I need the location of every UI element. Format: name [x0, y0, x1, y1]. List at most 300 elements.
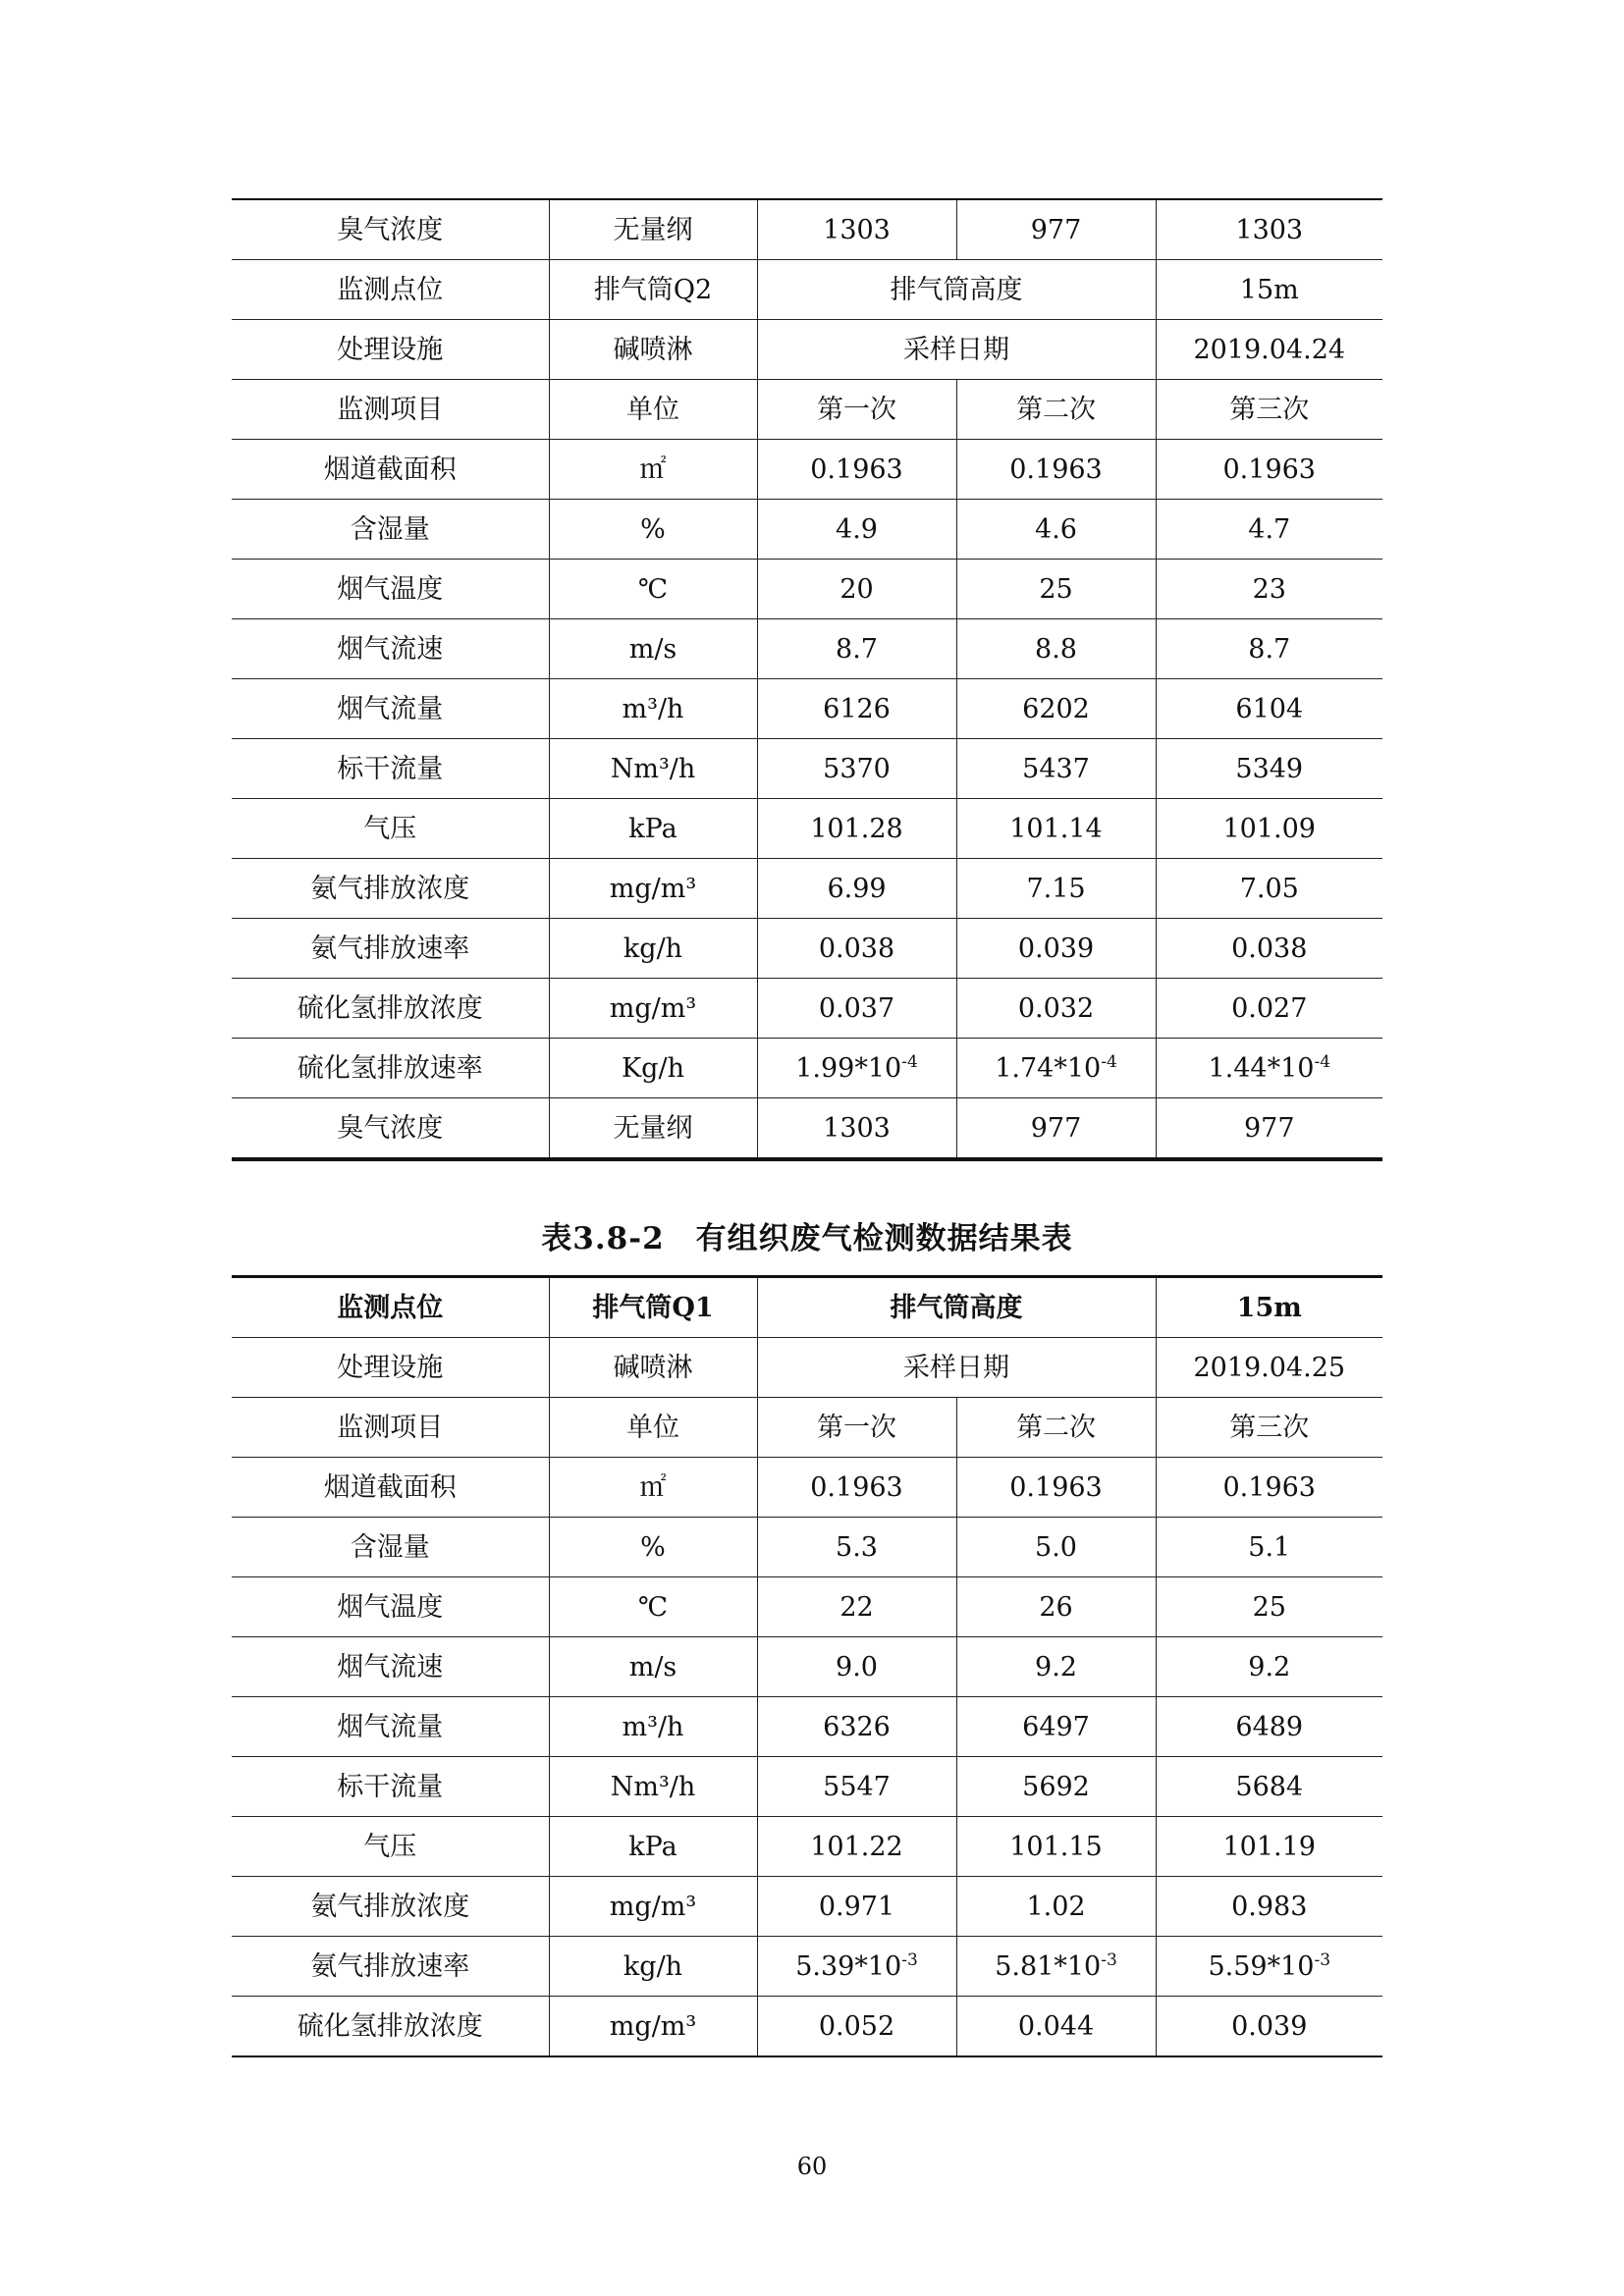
table-cell [549, 260, 757, 320]
table-cell [1156, 1997, 1382, 2057]
table-row [232, 1937, 1382, 1997]
cell-text: 气压 [363, 1831, 417, 1862]
table-cell [757, 859, 956, 919]
table-cell [1156, 440, 1382, 500]
cell-text: 977 [1030, 1112, 1082, 1144]
table-cell [757, 1997, 956, 2057]
table-row [232, 260, 1382, 320]
table-cell [757, 1697, 956, 1757]
cell-text: 101.22 [810, 1831, 903, 1862]
cell-text: 6326 [823, 1711, 891, 1742]
table-cell [757, 440, 956, 500]
table-cell [1156, 1877, 1382, 1937]
row-label-cell [232, 1757, 549, 1817]
cell-text: mg/m³ [609, 873, 697, 904]
table-row [232, 1757, 1382, 1817]
table-row [232, 1637, 1382, 1697]
cell-text: 0.038 [1231, 933, 1308, 964]
cell-text: 101.19 [1222, 1831, 1316, 1862]
cell-text: 0.1963 [1222, 454, 1316, 485]
table-cell [956, 799, 1156, 859]
table-cell [956, 380, 1156, 440]
cell-text: 0.052 [818, 2010, 895, 2042]
cell-text: 15m [1236, 1292, 1302, 1323]
table-cell [956, 679, 1156, 739]
table-cell [956, 619, 1156, 679]
row-label-cell [232, 260, 549, 320]
cell-text: 5437 [1022, 753, 1090, 784]
table-cell [757, 1039, 956, 1098]
row-label-cell [232, 619, 549, 679]
cell-text: ℃ [637, 573, 669, 605]
table-cell [757, 979, 956, 1039]
cell-text: 臭气浓度 [337, 1112, 444, 1144]
table-cell [549, 1817, 757, 1877]
cell-text: 监测点位 [337, 1292, 444, 1323]
cell-text: 处理设施 [337, 334, 444, 365]
exponent: -4 [1101, 1051, 1117, 1072]
cell-text: 含湿量 [350, 1531, 430, 1563]
row-label-cell [232, 859, 549, 919]
table-row [232, 1338, 1382, 1398]
row-label-cell [232, 1518, 549, 1577]
table-cell [956, 199, 1156, 260]
cell-text: 25 [1252, 1591, 1286, 1623]
table-cell [1156, 1817, 1382, 1877]
cell-text: 6497 [1022, 1711, 1090, 1742]
cell-text: 5370 [823, 753, 891, 784]
exponent: -4 [901, 1051, 918, 1072]
table-cell [1156, 1518, 1382, 1577]
cell-text: 氨气排放浓度 [310, 873, 470, 904]
row-label-cell [232, 1277, 549, 1338]
table-cell [757, 380, 956, 440]
table-cell [1156, 799, 1382, 859]
table-cell [757, 1398, 956, 1458]
table-row [232, 1577, 1382, 1637]
table-cell [1156, 500, 1382, 560]
table-cell [549, 380, 757, 440]
table-row [232, 1997, 1382, 2057]
cell-text: 1.74*10 [995, 1052, 1102, 1084]
table-cell [757, 260, 1156, 320]
cell-text: 4.7 [1248, 513, 1291, 545]
cell-text: 5547 [823, 1771, 891, 1802]
cell-text: 氨气排放浓度 [310, 1891, 470, 1922]
cell-text: 0.037 [818, 992, 895, 1024]
cell-text: 0.1963 [1222, 1471, 1316, 1503]
cell-text: 1303 [1235, 214, 1304, 245]
cell-text: 第一次 [817, 1412, 896, 1443]
cell-text: 监测项目 [337, 1412, 444, 1443]
cell-text: kPa [628, 813, 677, 844]
table-cell [1156, 1458, 1382, 1518]
cell-text: 1.02 [1026, 1891, 1086, 1922]
cell-text: 含湿量 [350, 513, 430, 545]
cell-text: 监测项目 [337, 394, 444, 425]
table-row [232, 619, 1382, 679]
cell-text: 101.15 [1009, 1831, 1103, 1862]
cell-text: Nm³/h [610, 753, 696, 784]
cell-text: 臭气浓度 [337, 214, 444, 245]
table-cell [549, 679, 757, 739]
table-cell [956, 1458, 1156, 1518]
monitoring-table-q1 [232, 1275, 1382, 2057]
table-cell [757, 1518, 956, 1577]
table-cell [1156, 1398, 1382, 1458]
cell-text: m/s [628, 1651, 677, 1682]
table-cell [1156, 1697, 1382, 1757]
cell-text: 26 [1039, 1591, 1073, 1623]
table-cell [1156, 919, 1382, 979]
row-label-cell [232, 1637, 549, 1697]
cell-text: 5.3 [836, 1531, 878, 1563]
table-cell [757, 1098, 956, 1160]
page-number: 60 [796, 2153, 828, 2180]
cell-text: 0.1963 [1009, 1471, 1103, 1503]
cell-text: 2019.04.25 [1193, 1352, 1346, 1383]
cell-text: 氨气排放速率 [310, 933, 470, 964]
cell-text: 烟道截面积 [323, 1471, 457, 1503]
table-cell [1156, 560, 1382, 619]
cell-text: 4.9 [836, 513, 878, 545]
table-cell [549, 560, 757, 619]
cell-text: 8.8 [1035, 633, 1077, 665]
table-cell [1156, 1637, 1382, 1697]
cell-text: 0.039 [1231, 2010, 1308, 2042]
table-cell [956, 1877, 1156, 1937]
table-cell [549, 1518, 757, 1577]
table-cell [757, 560, 956, 619]
table-cell [757, 799, 956, 859]
row-label-cell [232, 1398, 549, 1458]
cell-text: 6.99 [827, 873, 887, 904]
table-row [232, 500, 1382, 560]
cell-text: ㎡ [639, 1471, 667, 1503]
table-row [232, 739, 1382, 799]
cell-text: Nm³/h [610, 1771, 696, 1802]
cell-text: 烟道截面积 [323, 454, 457, 485]
cell-text: 20 [839, 573, 874, 605]
cell-text: 第三次 [1229, 1412, 1310, 1443]
table-row [232, 1697, 1382, 1757]
cell-text: 0.1963 [810, 454, 903, 485]
table-row [232, 1398, 1382, 1458]
row-label-cell [232, 1458, 549, 1518]
table-cell [549, 619, 757, 679]
cell-text: 6489 [1235, 1711, 1304, 1742]
cell-text: 7.05 [1239, 873, 1299, 904]
cell-text: 9.0 [836, 1651, 878, 1682]
cell-text: 9.2 [1035, 1651, 1077, 1682]
cell-text: 第三次 [1229, 394, 1310, 425]
table-row [232, 560, 1382, 619]
table-row [232, 859, 1382, 919]
table-cell [757, 199, 956, 260]
cell-text: kg/h [623, 1950, 683, 1982]
cell-text: 硫化氢排放速率 [297, 1052, 483, 1084]
table-row [232, 979, 1382, 1039]
table-cell [549, 1757, 757, 1817]
cell-text: 5.59*10 [1208, 1950, 1315, 1982]
table-cell [1156, 859, 1382, 919]
table-body [232, 1277, 1382, 2057]
table-cell [549, 1277, 757, 1338]
cell-text: 0.1963 [810, 1471, 903, 1503]
table-cell [1156, 979, 1382, 1039]
cell-text: 排气筒高度 [890, 1292, 1023, 1323]
cell-text: 101.28 [810, 813, 903, 844]
table-cell [757, 1577, 956, 1637]
row-label-cell [232, 739, 549, 799]
table-cell [956, 1637, 1156, 1697]
table-cell [757, 739, 956, 799]
table-cell [549, 1039, 757, 1098]
row-label-cell [232, 380, 549, 440]
table-caption: 表3.8-2 有组织废气检测数据结果表 [541, 1221, 1073, 1256]
cell-text: 5.0 [1035, 1531, 1077, 1563]
cell-text: m³/h [622, 693, 684, 724]
table-cell [1156, 1277, 1382, 1338]
cell-text: 8.7 [836, 633, 878, 665]
cell-text: 5.1 [1248, 1531, 1291, 1563]
table-cell [549, 1577, 757, 1637]
cell-text: 采样日期 [903, 334, 1009, 365]
table-cell [757, 320, 1156, 380]
table-cell [1156, 260, 1382, 320]
cell-text: 0.971 [818, 1891, 895, 1922]
row-label-cell [232, 1098, 549, 1160]
cell-text: mg/m³ [609, 992, 697, 1024]
cell-text: 碱喷淋 [613, 334, 693, 365]
cell-text: 硫化氢排放浓度 [297, 2010, 483, 2042]
table-cell [1156, 1577, 1382, 1637]
cell-text: 处理设施 [337, 1352, 444, 1383]
table-row [232, 440, 1382, 500]
cell-text: 1303 [823, 214, 891, 245]
table-cell [757, 1757, 956, 1817]
table-cell [549, 799, 757, 859]
cell-text: 无量纲 [613, 214, 693, 245]
cell-text: 5349 [1235, 753, 1304, 784]
table-cell [757, 1877, 956, 1937]
table-cell [549, 859, 757, 919]
table-row [232, 919, 1382, 979]
table-cell [956, 739, 1156, 799]
table-row [232, 679, 1382, 739]
cell-text: 无量纲 [613, 1112, 693, 1144]
row-label-cell [232, 679, 549, 739]
cell-text: m/s [628, 633, 677, 665]
table-row [232, 1458, 1382, 1518]
table-cell [1156, 1098, 1382, 1160]
row-label-cell [232, 919, 549, 979]
cell-text: 单位 [626, 394, 679, 425]
cell-text: 23 [1252, 573, 1286, 605]
cell-text: 7.15 [1026, 873, 1086, 904]
row-label-cell [232, 979, 549, 1039]
table-cell [549, 199, 757, 260]
table-row [232, 320, 1382, 380]
cell-text: 9.2 [1248, 1651, 1291, 1682]
table-cell [956, 1398, 1156, 1458]
cell-text: 排气筒Q1 [592, 1292, 714, 1323]
table-cell [549, 1458, 757, 1518]
table-cell [1156, 1338, 1382, 1398]
cell-text: 0.032 [1017, 992, 1095, 1024]
table-row [232, 1817, 1382, 1877]
table-cell [956, 919, 1156, 979]
cell-text: 烟气温度 [337, 1591, 444, 1623]
row-label-cell [232, 500, 549, 560]
cell-text: 5684 [1235, 1771, 1304, 1802]
cell-text: 烟气流量 [337, 693, 444, 724]
table-cell [549, 1997, 757, 2057]
table-cell [956, 440, 1156, 500]
table-cell [549, 1637, 757, 1697]
exponent: -3 [901, 1949, 918, 1970]
cell-text: 5.81*10 [995, 1950, 1102, 1982]
cell-text: 烟气流速 [337, 633, 444, 665]
table-cell [757, 1817, 956, 1877]
cell-text: m³/h [622, 1711, 684, 1742]
table-body [232, 199, 1382, 1159]
table-cell [956, 1697, 1156, 1757]
cell-text: 5.39*10 [795, 1950, 902, 1982]
table-cell [757, 1637, 956, 1697]
table-cell [956, 1518, 1156, 1577]
cell-text: 977 [1243, 1112, 1295, 1144]
cell-text: mg/m³ [609, 1891, 697, 1922]
row-label-cell [232, 1039, 549, 1098]
table-cell [549, 320, 757, 380]
cell-text: 第一次 [817, 394, 896, 425]
cell-text: 22 [839, 1591, 874, 1623]
cell-text: 气压 [363, 813, 417, 844]
table-row [232, 1098, 1382, 1160]
cell-text: % [640, 1531, 666, 1563]
table-cell [757, 1458, 956, 1518]
table-cell [549, 500, 757, 560]
cell-text: 标干流量 [337, 1771, 444, 1802]
table-cell [956, 1937, 1156, 1997]
table-cell [956, 1997, 1156, 2057]
cell-text: 101.09 [1222, 813, 1316, 844]
table-cell [757, 679, 956, 739]
table-cell [1156, 380, 1382, 440]
cell-text: 监测点位 [337, 274, 444, 305]
cell-text: mg/m³ [609, 2010, 697, 2042]
row-label-cell [232, 1697, 549, 1757]
table-cell [757, 619, 956, 679]
table-cell [956, 500, 1156, 560]
cell-text: ℃ [637, 1591, 669, 1623]
cell-text: kPa [628, 1831, 677, 1862]
cell-text: 2019.04.24 [1193, 334, 1346, 365]
table-cell [1156, 679, 1382, 739]
table-cell [1156, 199, 1382, 260]
table-cell [1156, 1757, 1382, 1817]
cell-text: 4.6 [1035, 513, 1077, 545]
table-cell [1156, 320, 1382, 380]
cell-text: 0.044 [1017, 2010, 1095, 2042]
cell-text: 0.1963 [1009, 454, 1103, 485]
table-row [232, 1039, 1382, 1098]
row-label-cell [232, 1877, 549, 1937]
cell-text: 25 [1039, 573, 1073, 605]
row-label-cell [232, 1577, 549, 1637]
table-cell [757, 1277, 1156, 1338]
table-cell [956, 560, 1156, 619]
table-cell [956, 1098, 1156, 1160]
table-cell [956, 1817, 1156, 1877]
cell-text: 标干流量 [337, 753, 444, 784]
cell-text: 氨气排放速率 [310, 1950, 470, 1982]
table-cell [549, 1697, 757, 1757]
cell-text: 977 [1030, 214, 1082, 245]
cell-text: % [640, 513, 666, 545]
cell-text: 硫化氢排放浓度 [297, 992, 483, 1024]
table-cell [757, 919, 956, 979]
table-cell [549, 1877, 757, 1937]
table-cell [549, 1398, 757, 1458]
cell-text: 1.44*10 [1208, 1052, 1315, 1084]
cell-text: ㎡ [639, 454, 667, 485]
table-cell [956, 1039, 1156, 1098]
table-cell [956, 1757, 1156, 1817]
table-cell [549, 919, 757, 979]
table-cell [956, 979, 1156, 1039]
cell-text: 第二次 [1016, 394, 1096, 425]
table-cell [1156, 739, 1382, 799]
table-cell [549, 1098, 757, 1160]
row-label-cell [232, 1338, 549, 1398]
row-label-cell [232, 1937, 549, 1997]
cell-text: 排气筒高度 [890, 274, 1023, 305]
table-cell [956, 1577, 1156, 1637]
cell-text: 6104 [1235, 693, 1304, 724]
monitoring-table-q2 [232, 198, 1382, 1161]
cell-text: 烟气温度 [337, 573, 444, 605]
table-cell [549, 1937, 757, 1997]
table-row [232, 1277, 1382, 1338]
table-cell [956, 859, 1156, 919]
cell-text: 0.039 [1017, 933, 1095, 964]
row-label-cell [232, 560, 549, 619]
table-row [232, 380, 1382, 440]
row-label-cell [232, 440, 549, 500]
table-cell [1156, 619, 1382, 679]
cell-text: 第二次 [1016, 1412, 1096, 1443]
exponent: -3 [1314, 1949, 1331, 1970]
cell-text: 0.983 [1231, 1891, 1308, 1922]
cell-text: 15m [1239, 274, 1299, 305]
row-label-cell [232, 199, 549, 260]
table-cell [1156, 1039, 1382, 1098]
cell-text: 排气筒Q2 [593, 274, 713, 305]
table-row [232, 1518, 1382, 1577]
table-cell [1156, 1937, 1382, 1997]
cell-text: 0.027 [1231, 992, 1308, 1024]
row-label-cell [232, 1817, 549, 1877]
row-label-cell [232, 1997, 549, 2057]
cell-text: 0.038 [818, 933, 895, 964]
cell-text: 烟气流速 [337, 1651, 444, 1682]
table-cell [549, 739, 757, 799]
cell-text: 碱喷淋 [613, 1352, 693, 1383]
cell-text: kg/h [623, 933, 683, 964]
table-row [232, 1877, 1382, 1937]
